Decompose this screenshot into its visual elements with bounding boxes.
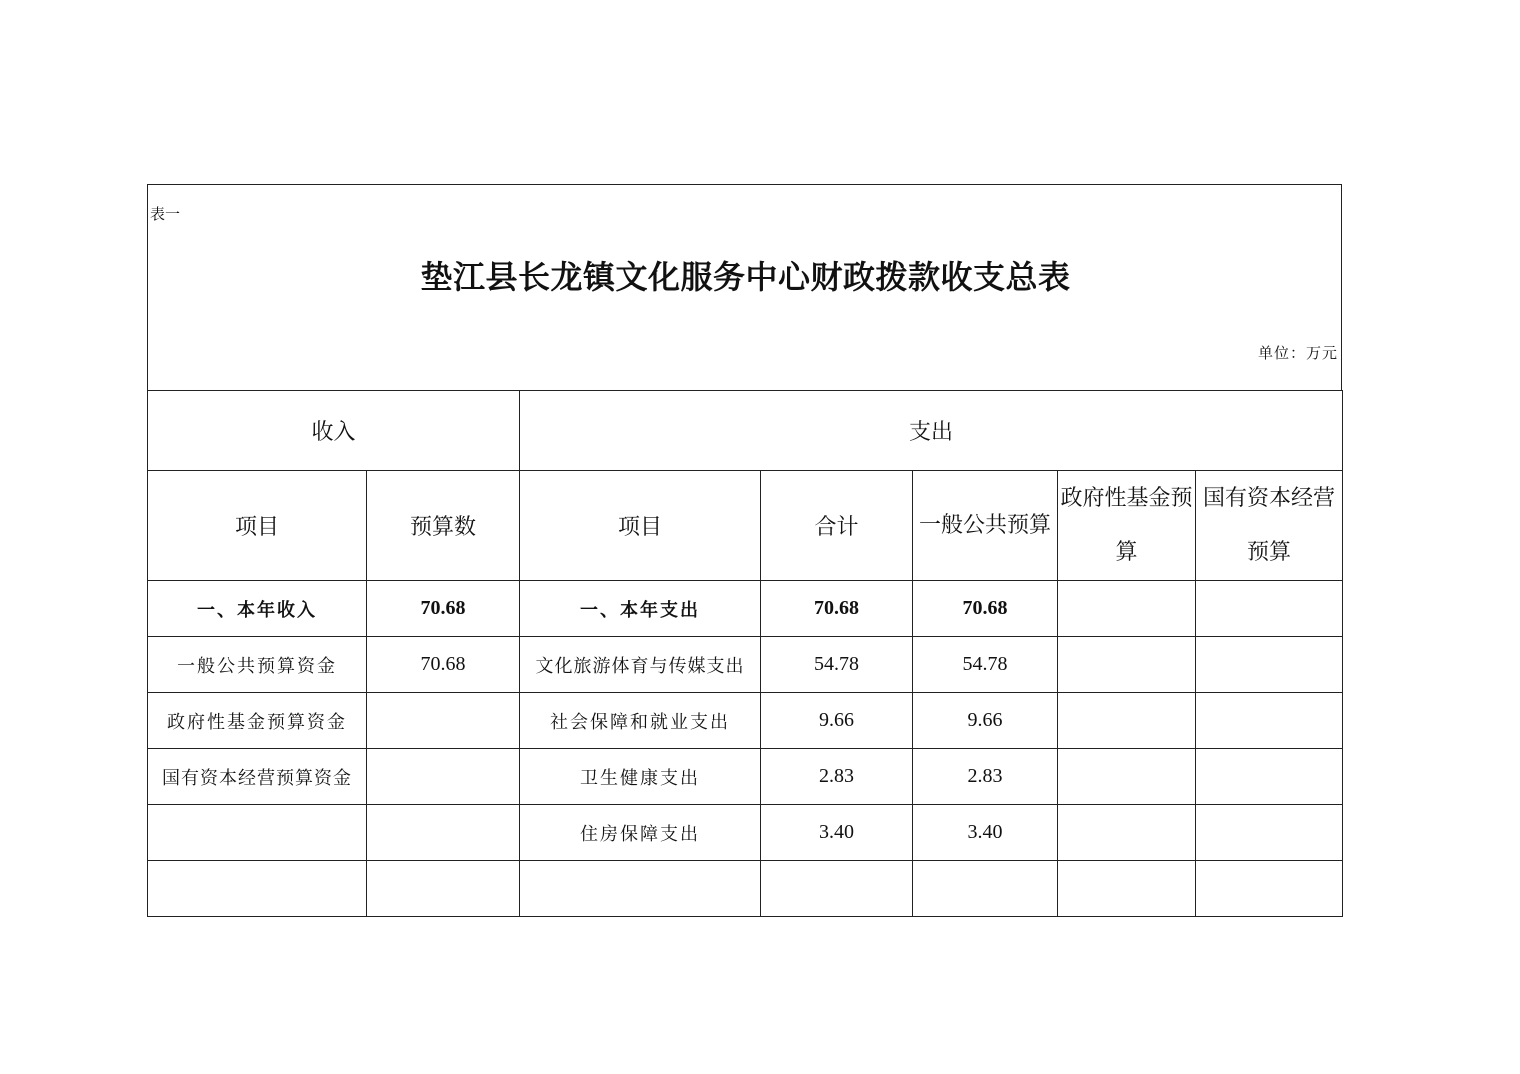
income-item-cell: [148, 805, 367, 861]
exp-general-header: 一般公共预算: [913, 471, 1058, 581]
exp-general-cell: [913, 861, 1058, 917]
section-header-row: [148, 391, 1343, 471]
expenditure-header: 支出: [520, 391, 1343, 471]
income-budget-header: 预算数: [367, 471, 520, 581]
income-item-cell: [148, 861, 367, 917]
exp-item-cell: 文化旅游体育与传媒支出: [520, 637, 761, 693]
exp-total-cell: [761, 861, 913, 917]
exp-general-cell: 3.40: [913, 805, 1058, 861]
income-budget-cell: [367, 861, 520, 917]
document-title: 垫江县长龙镇文化服务中心财政拨款收支总表: [420, 258, 1071, 296]
exp-general-cell: 9.66: [913, 693, 1058, 749]
exp-total-cell: 9.66: [761, 693, 913, 749]
exp-total-cell: 2.83: [761, 749, 913, 805]
unit-label: 单位：万元: [1257, 344, 1338, 362]
exp-state-capital-cell: [1196, 749, 1343, 805]
exp-total-cell: 3.40: [761, 805, 913, 861]
exp-item-cell: 社会保障和就业支出: [520, 693, 761, 749]
exp-gov-fund-cell: [1058, 805, 1196, 861]
exp-state-capital-cell: [1196, 861, 1343, 917]
exp-state-capital-cell: [1196, 805, 1343, 861]
budget-table: [147, 390, 1343, 917]
exp-general-cell: 70.68: [913, 581, 1058, 637]
income-budget-cell: [367, 749, 520, 805]
exp-general-cell: 2.83: [913, 749, 1058, 805]
income-item-header: 项目: [148, 471, 367, 581]
income-budget-cell: 70.68: [367, 637, 520, 693]
exp-item-cell: 卫生健康支出: [520, 749, 761, 805]
income-budget-cell: [367, 693, 520, 749]
exp-state-capital-cell: [1196, 581, 1343, 637]
exp-total-cell: 70.68: [761, 581, 913, 637]
exp-total-header: 合计: [761, 471, 913, 581]
table-row: [148, 805, 1343, 861]
income-header: 收入: [148, 391, 520, 471]
budget-table-frame: [147, 184, 1342, 915]
exp-total-cell: 54.78: [761, 637, 913, 693]
exp-gov-fund-cell: [1058, 861, 1196, 917]
table-row: [148, 637, 1343, 693]
income-item-cell: 国有资本经营预算资金: [148, 749, 367, 805]
table-header-box: [147, 184, 1342, 390]
income-budget-cell: [367, 805, 520, 861]
income-item-cell: 政府性基金预算资金: [148, 693, 367, 749]
exp-item-cell: 一、本年支出: [520, 581, 761, 637]
exp-gov-fund-cell: [1058, 581, 1196, 637]
exp-gov-fund-header: 政府性基金预算: [1058, 471, 1196, 581]
income-item-cell: 一、本年收入: [148, 581, 367, 637]
exp-state-capital-cell: [1196, 693, 1343, 749]
table-label: 表一: [150, 205, 181, 223]
exp-gov-fund-cell: [1058, 749, 1196, 805]
exp-gov-fund-cell: [1058, 637, 1196, 693]
table-row: [148, 861, 1343, 917]
exp-general-cell: 54.78: [913, 637, 1058, 693]
table-row: [148, 749, 1343, 805]
exp-state-capital-header: 国有资本经营预算: [1196, 471, 1343, 581]
column-header-row: [148, 471, 1343, 581]
income-item-cell: 一般公共预算资金: [148, 637, 367, 693]
table-row: [148, 581, 1343, 637]
exp-item-cell: 住房保障支出: [520, 805, 761, 861]
exp-gov-fund-cell: [1058, 693, 1196, 749]
exp-item-cell: [520, 861, 761, 917]
exp-item-header: 项目: [520, 471, 761, 581]
exp-state-capital-cell: [1196, 637, 1343, 693]
table-row: [148, 693, 1343, 749]
income-budget-cell: 70.68: [367, 581, 520, 637]
